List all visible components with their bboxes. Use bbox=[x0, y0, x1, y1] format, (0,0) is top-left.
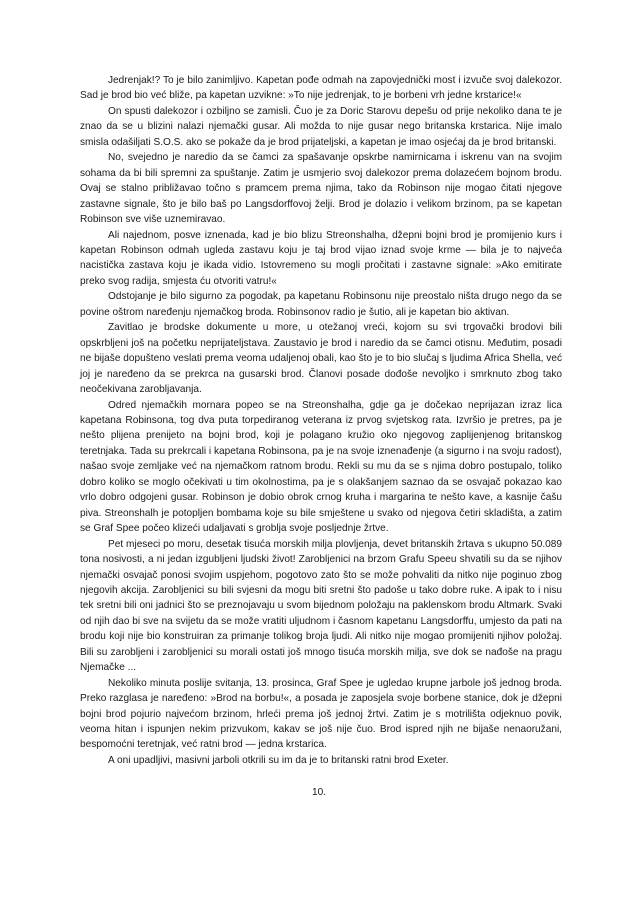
paragraph: Zavitlao je brodske dokumente u more, u otežanoj vreći, kojom su svi trgovački brodovi bili opskrbljeni još na početku neprijateljstava. Zaustavio je brod i naredio da se čamci otisnu. Međutim, posadi ne bijaše dopušteno veslati prema veoma udaljenoj obali, kao što je to bio slučaj s ljudima Africa Shella, već joj je naređeno da se prekrca na gusarski brod. Članovi posade dođoše nevoljko i smrknuto zbog tako neočekivana zarobljavanja. bbox=[80, 322, 562, 396]
paragraph: Jedrenjak!? To je bilo zanimljivo. Kapetan pođe odmah na zapovjednički most i izvuče svoj dalekozor. Sad je brod bio već bliže, pa kapetan uzvikne: »To nije jedrenjak, to je borbeni vrh jedne krstarice!« bbox=[80, 75, 562, 102]
body-text bbox=[80, 73, 562, 768]
paragraph: Odred njemačkih mornara popeo se na Streonshalha, gdje ga je dočekao neprijazan izraz lica kapetana Robinsona, tog dva puta torpediranog veterana iz prvog svjetskog rata. Izvršio je pretres, pa je nešto plijena prenijeto na bojni brod, koji je polagano kružio oko njegovog zaplijenjenog britanskog teretnjaka. Tada su prekrcali i kapetana Robinsona, pa je na svoje iznenađenje (a sigurno i na svoju radost), našao svoje zemljake već na njemačkom ratnom brodu. Rekli su mu da se s njima dobro postupalo, toliko dobro koliko se moglo očekivati u tim okolnostima, pa je s olakšanjem saznao da se osvajač pokazao kao vrlo dobro odgojeni gusar. Robinson je dobio obrok crnog kruha i margarina te nešto kave, a kasnije čašu piva. Streonshalh je potopljen bombama koje su bile smještene u svako od njegova četiri skladišta, a zatim se Graf Spee počeo klizeći udaljavati s groblja svoje posljednje žrtve. bbox=[80, 399, 562, 535]
page-number: 10. bbox=[311, 787, 327, 798]
paragraph: Odstojanje je bilo sigurno za pogodak, pa kapetanu Robinsonu nije preostalo ništa drugo nego da se povine oštrom naređenju njemačkog broda. Robinsonov radio je šutio, ali je kapetan bio aktivan. bbox=[80, 291, 562, 318]
paragraph: Nekoliko minuta poslije svitanja, 13. prosinca, Graf Spee je ugledao krupne jarbole još jednog broda. Preko razglasa je naređeno: »Brod na borbu!«, a posada je zaposjela svoje borbene stanice, dok je džepni bojni brod pojurio najvećom brzinom, hrleći prema još jednoj žrtvi. Zatim je s motrilišta odjeknuo povik, veoma hitan i ispunjen nekim prizvukom, kakav se još nije čuo. Brod ispred njih ne bijaše nenaoružani, bespomoćni teretnjak, već ratni brod — jedna krstarica. bbox=[80, 677, 562, 751]
paragraph: Pet mjeseci po moru, desetak tisuća morskih milja plovljenja, devet britanskih žrtava s ukupno 50.089 tona nosivosti, a ni jedan izgubljeni ljudski život! Zarobljenici na brzom Grafu Speeu shvatili su da se njihov njemački osvajač ponosi svojim uspjehom, pogotovo zato što se može pohvaliti da nitko nije poginuo zbog njegovih akcija. Zarobljenici su bili svjesni da mogu biti sretni što padoše u tako dobre ruke. A ipak to i nisu tek sretni bili oni jadnici što se preznojavaju u svom bijednom položaju na paklenskom brodu Altmark. Svaki od njih dao bi sve na svijetu da se može vratiti uljudnom i časnom kapetanu Langsdorffu, umjesto da pati na brodu koji nije bio konstruiran za primanje tolikog broja ljudi. Ali nitko nije mogao promijeniti njihov položaj. Bili su zarobljeni i zarobljenici su morali ostati još mnogo tisuća morskih milja, sve dok se nađoše na pragu Njemačke ... bbox=[80, 538, 562, 674]
paragraph: No, svejedno je naredio da se čamci za spašavanje opskrbe namirnicama i iskrenu van na svojim sohama da bi bili spremni za spuštanje. Zatim je usmjerio svoj dalekozor prema dolazećem bojnom brodu. Ovaj se stalno približavao točno s pramcem prema njima, tako da Robinson nije mogao čitati njegove zastavne signale, što je bilo baš po Langsdorffovoj želji. Brod je dolazio i velikom brzinom, pa se kapetan Robinson sve više uznemiravao. bbox=[80, 152, 562, 226]
paragraph: Ali najednom, posve iznenada, kad je bio blizu Streonshalha, džepni bojni brod je promijenio kurs i kapetan Robinson odmah ugleda zastavu koju je taj brod vijao iznad svoje krme — bila je to najveća nacistička zastava koju je ikada vidio. Istovremeno su mogli pročitati i zastavne signale: »Ako emitirate preko svog radija, smjesta ću otvoriti vatru!« bbox=[80, 229, 562, 287]
paragraph: A oni upadljivi, masivni jarboli otkrili su im da je to britanski ratni brod Exeter. bbox=[108, 754, 449, 766]
paragraph: On spusti dalekozor i ozbiljno se zamisli. Čuo je za Doric Starovu depešu od prije nekoliko dana te je znao da se u blizini nalazi njemački gusar. Ali možda to nije gusar nego britanska krstarica. Nije imalo smisla odašiljati S.O.S. ako se pokaže da je brod prijateljski, a kapetan je imao osjećaj da je brod britanski. bbox=[80, 105, 562, 148]
